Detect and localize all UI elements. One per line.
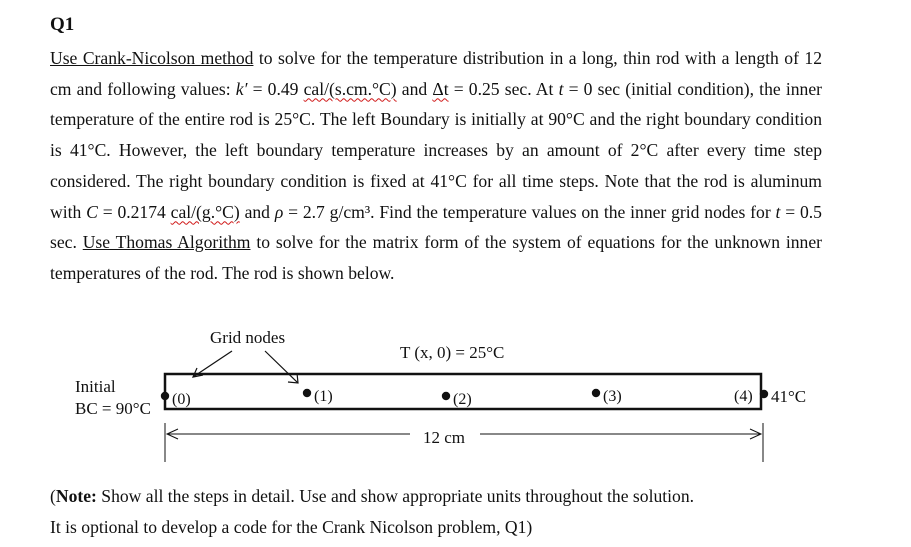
question-number: Q1 — [50, 14, 75, 35]
text-seg: = 2.7 g/cm³. Find the temperature values on the inner grid nodes for — [283, 201, 776, 222]
text-seg: = 0.5 sec. — [50, 201, 822, 253]
dt-symbol: Δt — [432, 78, 449, 99]
text-seg: ( — [50, 486, 56, 506]
text-seg: = 0.2174 — [97, 201, 171, 222]
rod-length-label: 12 cm — [423, 428, 466, 447]
note-paragraph — [50, 481, 850, 543]
t-symbol: t — [558, 78, 564, 99]
grid-node-3 — [592, 389, 600, 397]
grid-node-1 — [303, 389, 311, 397]
thomas-underlined: Use Thomas Algorithm — [82, 232, 251, 253]
problem-statement — [50, 43, 822, 289]
note-label: Note: — [55, 486, 97, 506]
t-symbol: t — [775, 201, 781, 222]
note-line-1: Show all the steps in detail. Use and show appropriate units throughout the solution. — [96, 486, 695, 506]
initial-condition-label: T (x, 0) = 25°C — [400, 343, 505, 362]
grid-node-4 — [760, 390, 768, 398]
left-bc-label-line1: Initial — [75, 377, 116, 396]
k-symbol: k′ — [235, 78, 248, 99]
text-seg: to solve for the temperature distribution in a long, thin rod with a length of 12 cm and following values: — [50, 48, 822, 99]
grid-node-pointer-right — [265, 351, 298, 383]
c-units: cal/(g.°C) — [170, 201, 240, 222]
grid-node-0 — [161, 392, 169, 400]
c-symbol: C — [86, 201, 98, 222]
note-line-2: It is optional to develop a code for the Crank Nicolson problem, Q1) — [50, 517, 533, 537]
right-bc-label: 41°C — [771, 387, 807, 406]
text-seg: and — [239, 201, 275, 222]
grid-node-2 — [442, 392, 450, 400]
method-underlined: Use Crank-Nicolson method — [50, 48, 254, 68]
text-seg: and — [396, 78, 433, 99]
rho-symbol: ρ — [274, 201, 284, 222]
text-seg: to solve for the matrix form of the system of equations for the unknown inner temperatures of the rod. The rod is shown below. — [50, 232, 822, 283]
node-label-0: (0) — [172, 391, 191, 408]
left-bc-label-line2: BC = 90°C — [75, 399, 151, 418]
text-seg: = 0.49 — [247, 78, 304, 99]
grid-nodes-label: Grid nodes — [210, 328, 286, 347]
text-seg: = 0 sec (initial condition), the inner temperature of the entire rod is 25°C. The left Boundary is initially at 90°C and the right boundary condition is 41°C. However, the left boundary temperature increases by an amount of 2°C after every time step considered. The right boundary condition is fixed at 41°C for all time steps. Note that the rod is aluminum with — [50, 78, 822, 222]
k-units: cal/(s.cm.°C) — [303, 78, 397, 99]
node-label-1: (1) — [314, 388, 333, 405]
node-label-4: (4) — [734, 388, 753, 405]
rod-diagram — [0, 320, 911, 470]
node-label-3: (3) — [603, 388, 622, 405]
text-seg: = 0.25 sec. At — [448, 78, 559, 99]
node-label-2: (2) — [453, 391, 472, 408]
